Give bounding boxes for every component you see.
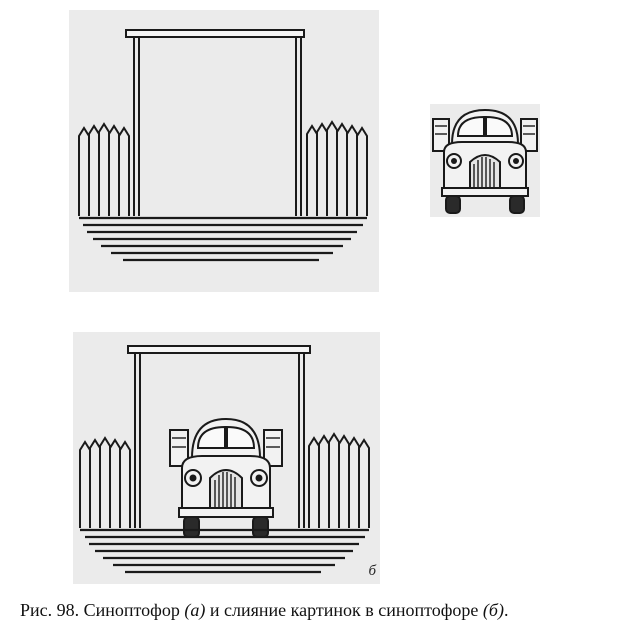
- truck-picture: [430, 104, 540, 217]
- fused-drawing: [73, 332, 380, 584]
- truck-drawing: [430, 104, 540, 217]
- caption-label-a: (а): [184, 600, 206, 620]
- gate-fence-picture: [69, 10, 379, 292]
- caption-middle: и слияние картинок в синоптофоре: [205, 600, 483, 620]
- figure-caption: [20, 600, 630, 621]
- caption-label-b: (б): [482, 600, 504, 620]
- caption-end: .: [503, 600, 509, 620]
- panel-b-label: б: [368, 563, 376, 579]
- fused-picture: [73, 332, 380, 584]
- gate-fence-drawing: [69, 10, 379, 292]
- caption-prefix: Рис. 98. Синоптофор: [20, 600, 185, 620]
